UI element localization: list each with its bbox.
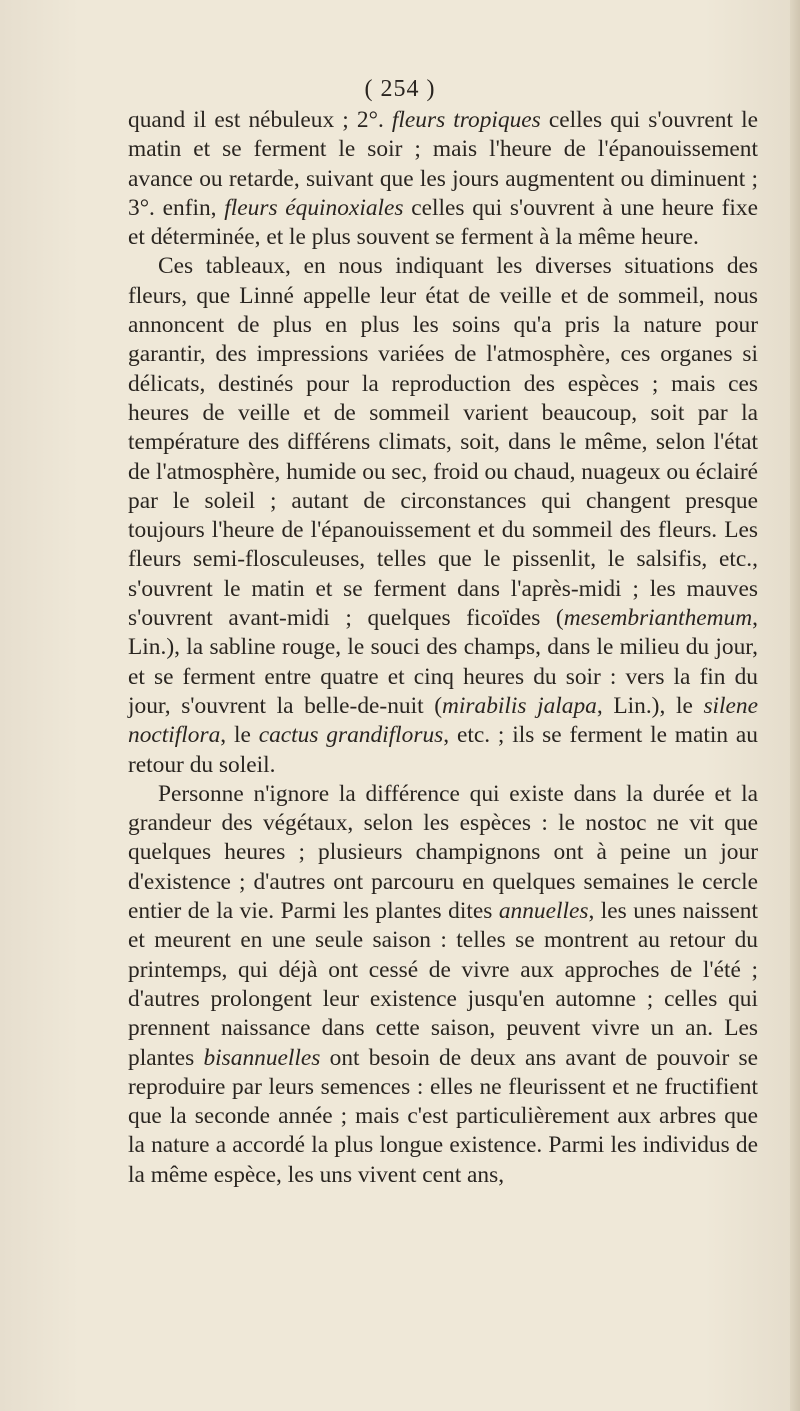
text-segment: Ces tableaux, en nous indiquant les diverses situations des fleurs, que Linné appelle leur état de veille et de sommeil, nous annoncent de plus en plus les soins qu'a pris la nature pour garantir, des impressions variées de l'atmosphère, ces organes si délicats, destinés pour la reproduction des espèces ; mais ces heures de veille et de sommeil varient beaucoup, soit par la température des différens climats, soit, dans le même, selon l'état de l'atmosphère, humide ou sec, froid ou chaud, nuageux ou éclairé par le soleil ; autant de circonstances qui changent presque toujours l'heure de l'épanouissement et du sommeil des fleurs. Les fleurs semi-flosculeuses, telles que le pissenlit, le salsifis, etc., s'ouvrent le matin et se ferment dans l'après-midi ; les mauves s'ouvrent avant-midi ; quelques ficoïdes ( (128, 253, 758, 632)
italic-term: annuelles (498, 898, 589, 925)
text-segment: , Lin.), le (596, 692, 704, 719)
text-segment: , Lin.), la sabline rouge, le souci des champs, dans le milieu du jour, et se ferment entre quatre et cinq heures du soir : vers la fin du jour, s'ouvrent la belle-de-nuit ( (128, 605, 758, 719)
paragraph-1 (128, 106, 758, 252)
text-segment: , le (220, 722, 259, 749)
italic-term: fleurs tropiques (391, 107, 541, 133)
paragraph-3 (128, 780, 758, 1190)
page-number: ( 254 ) (364, 76, 436, 102)
page-edge (790, 0, 800, 1411)
italic-term: mirabilis jalapa (442, 692, 597, 719)
text-segment: celles qui s'ouvrent à une heure fixe et déterminée, et le plus souvent se ferment à la même heure. (128, 194, 758, 251)
italic-term: bisannuelles (203, 1044, 321, 1071)
italic-term: silene noctiflora (128, 692, 758, 749)
text-segment: , les unes naissent et meurent en une seule saison : telles se montrent au retour du printemps, qui déjà ont cessé de vivre aux approches de l'été ; d'autres prolongent leur existence jusqu'en automne ; celles qui prennent naissance dans cette saison, peuvent vivre un an. Les plantes (128, 898, 758, 1071)
paragraph-2 (128, 252, 758, 779)
text-segment: quand il est nébuleux ; 2°. (128, 107, 392, 133)
text-segment: , etc. ; ils se ferment le matin au retour du soleil. (128, 722, 758, 778)
body-text (128, 106, 758, 1190)
italic-term: cactus grandiflorus (258, 722, 444, 749)
italic-term: mesembrianthemum (563, 605, 753, 632)
text-segment: ont besoin de deux ans avant de pouvoir se reproduire par leurs semences : elles ne fleurissent et ne fructifient que la seconde année ; mais c'est particulièrement aux arbres que la nature a accordé la plus longue existence. Parmi les individus de la même espèce, les uns vivent cent ans, (128, 1044, 758, 1188)
italic-term: fleurs équinoxiales (224, 194, 404, 221)
text-segment: celles qui s'ouvrent le matin et se ferment le soir ; mais l'heure de l'épanouissement avance ou retarde, suivant que les jours augmentent ou diminuent ; 3°. enfin, (128, 107, 758, 221)
text-segment: Personne n'ignore la différence qui existe dans la durée et la grandeur des végétaux, selon les espèces : le nostoc ne vit que quelques heures ; plusieurs champignons ont à peine un jour d'existence ; d'autres ont parcouru en quelques semaines le cercle entier de la vie. Parmi les plantes dites (128, 780, 758, 925)
